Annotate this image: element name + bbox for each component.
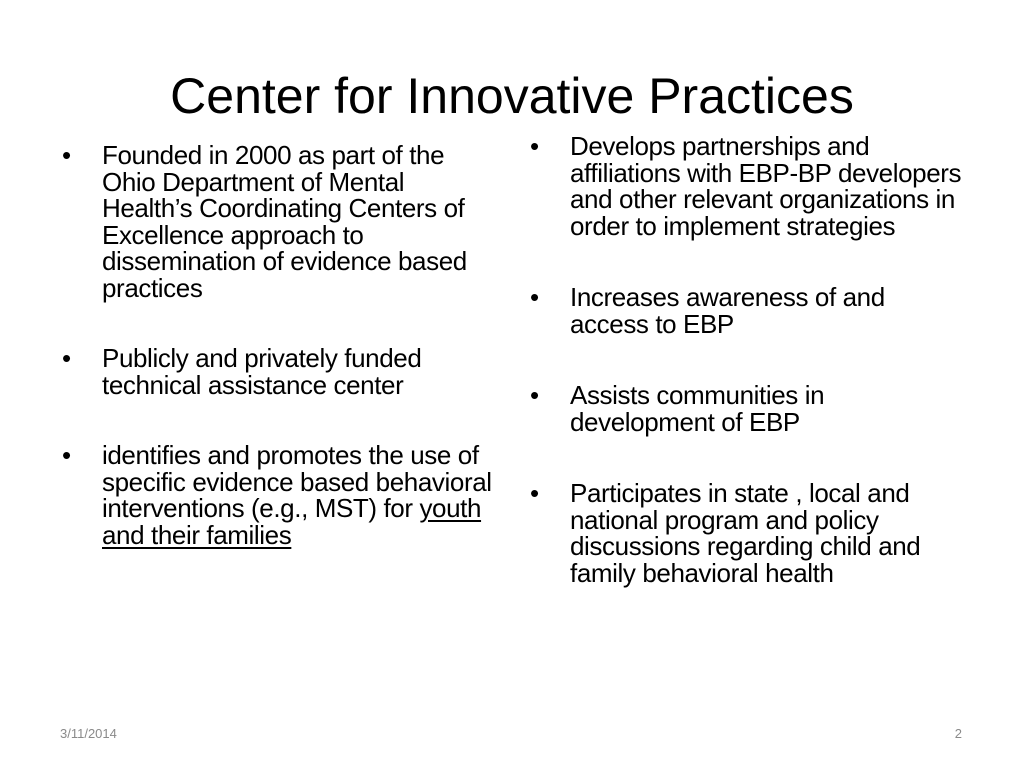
bullet-text: Assists communities in development of EBP bbox=[570, 380, 825, 437]
bullet-partnerships bbox=[528, 133, 968, 239]
bullet-dot-icon: • bbox=[530, 282, 539, 312]
bullet-text: Founded in 2000 as part of the Ohio Department of Mental Health’s Coordinating Centers of Excellence approach to dissemination of evidence based practices bbox=[102, 140, 467, 303]
bullet-dot-icon: • bbox=[62, 343, 71, 373]
bullet-text: identifies and promotes the use of specific evidence based behavioral interventions (e.g., MST) for bbox=[102, 440, 492, 523]
right-bullet-list bbox=[528, 133, 968, 586]
footer-page-number: 2 bbox=[954, 726, 962, 741]
bullet-text: Develops partnerships and affiliations with EBP-BP developers and other relevant organizations in order to implement strategies bbox=[570, 131, 962, 241]
bullet-dot-icon: • bbox=[530, 131, 539, 161]
bullet-awareness bbox=[528, 284, 968, 337]
bullet-text: Increases awareness of and access to EBP bbox=[570, 282, 885, 339]
bullet-text: Participates in state , local and national program and policy discussions regarding child and family behavioral health bbox=[570, 478, 921, 588]
bullet-participates bbox=[528, 480, 968, 586]
left-bullet-list bbox=[60, 142, 500, 548]
bullet-text: Publicly and privately funded technical assistance center bbox=[102, 343, 422, 400]
bullet-promotes bbox=[60, 442, 500, 548]
bullet-dot-icon: • bbox=[62, 140, 71, 170]
bullet-dot-icon: • bbox=[62, 440, 71, 470]
footer-date: 3/11/2014 bbox=[60, 726, 117, 741]
bullet-dot-icon: • bbox=[530, 478, 539, 508]
bullet-underlined-text: youth and their families bbox=[102, 493, 482, 550]
bullet-dot-icon: • bbox=[530, 380, 539, 410]
slide-title: Center for Innovative Practices bbox=[170, 68, 854, 124]
bullet-founded bbox=[60, 142, 500, 301]
bullet-funding bbox=[60, 345, 500, 398]
bullet-assists bbox=[528, 382, 968, 435]
